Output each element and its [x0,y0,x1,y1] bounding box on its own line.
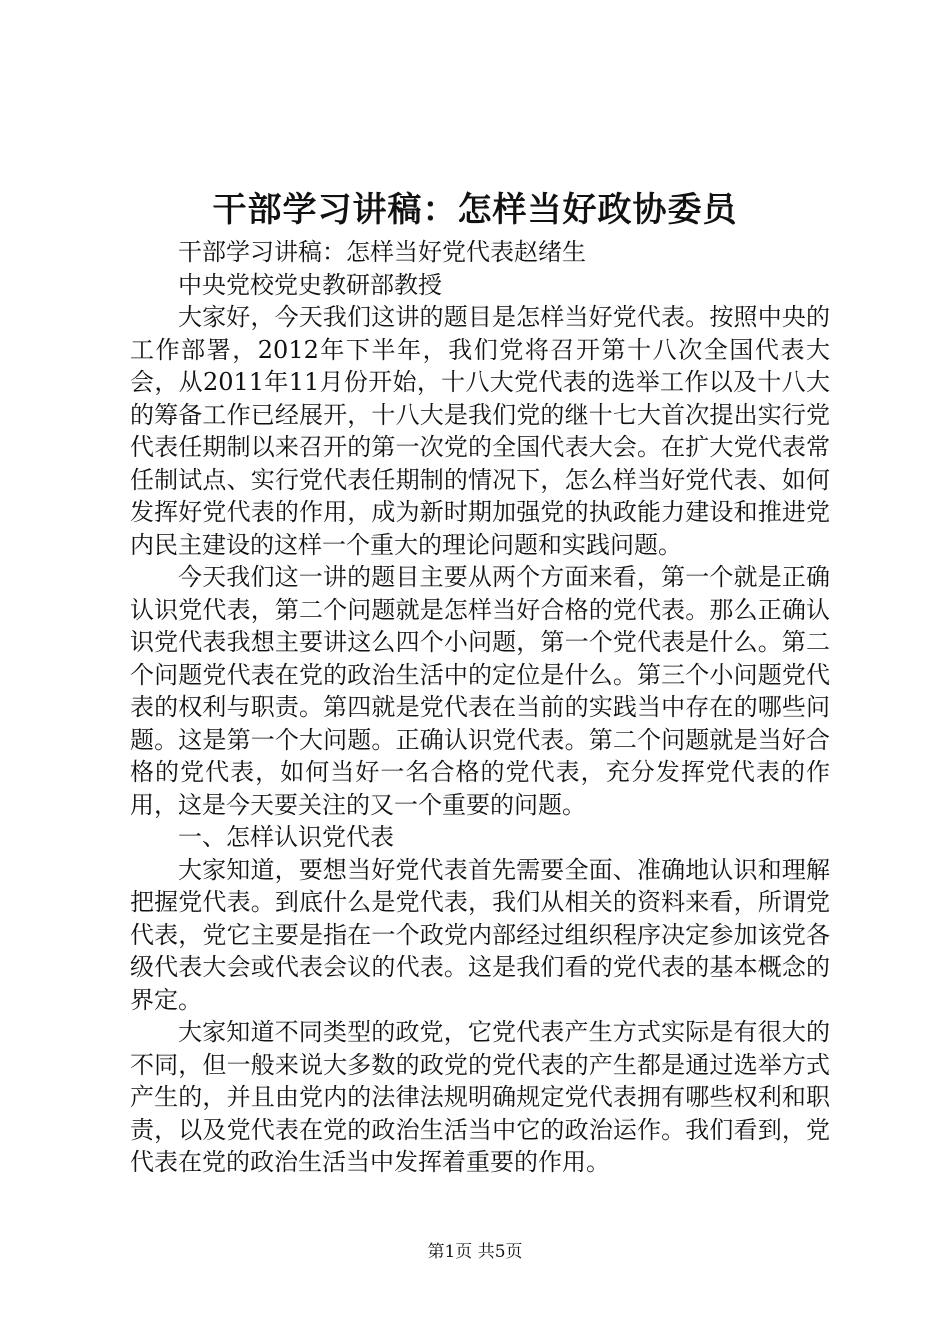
paragraph: 大家知道不同类型的政党，它党代表产生方式实际是有很大的不同，但一般来说大多数的政党的党代表的产生都是通过选举方式产生的，并且由党内的法律法规明确规定党代表拥有哪些权利和职责，以及党代表在党的政治生活当中它的政治运作。我们看到，党代表在党的政治生活当中发挥着重要的作用。 [130,1018,830,1176]
document-title: 干部学习讲稿：怎样当好政协委员 [212,190,738,230]
paragraph: 大家好，今天我们这讲的题目是怎样当好党代表。按照中央的工作部署，2012年下半年，我们党将召开第十八次全国代表大会，从2011年11月份开始，十八大党代表的选举工作以及十八大的筹备工作已经展开，十八大是我们党的继十七大首次提出实行党代表任期制以来召开的第一次党的全国代表大会。在扩大党代表常任制试点、实行党代表任期制的情况下，怎么样当好党代表、如何发挥好党代表的作用，成为新时期加强党的执政能力建设和推进党内民主建设的这样一个重大的理论问题和实践问题。 [130,303,830,559]
paragraph-author-affiliation: 中央党校党史教研部教授 [178,270,442,299]
page-number: 第1页 共5页 [427,1242,523,1262]
section-heading: 一、怎样认识党代表 [178,823,394,851]
document-body [130,236,830,1179]
paragraph: 大家知道，要想当好党代表首先需要全面、准确地认识和理解把握党代表。到底什么是党代表，我们从相关的资料来看，所谓党代表，党它主要是指在一个政党内部经过组织程序决定参加该党各级代表大会或代表会议的代表。这是我们看的党代表的基本概念的界定。 [130,855,830,1014]
paragraph: 今天我们这一讲的题目主要从两个方面来看，第一个就是正确认识党代表，第二个问题就是怎样当好合格的党代表。那么正确认识党代表我想主要讲这么四个小问题，第一个党代表是什么。第二个问题党代表在党的政治生活中的定位是什么。第三个小问题党代表的权利与职责。第四就是党代表在当前的实践当中存在的哪些问题。这是第一个大问题。正确认识党代表。第二个问题就是当好合格的党代表，如何当好一名合格的党代表，充分发挥党代表的作用，这是今天要关注的又一个重要的问题。 [130,563,830,819]
paragraph-subtitle: 干部学习讲稿：怎样当好党代表赵绪生 [178,238,586,266]
